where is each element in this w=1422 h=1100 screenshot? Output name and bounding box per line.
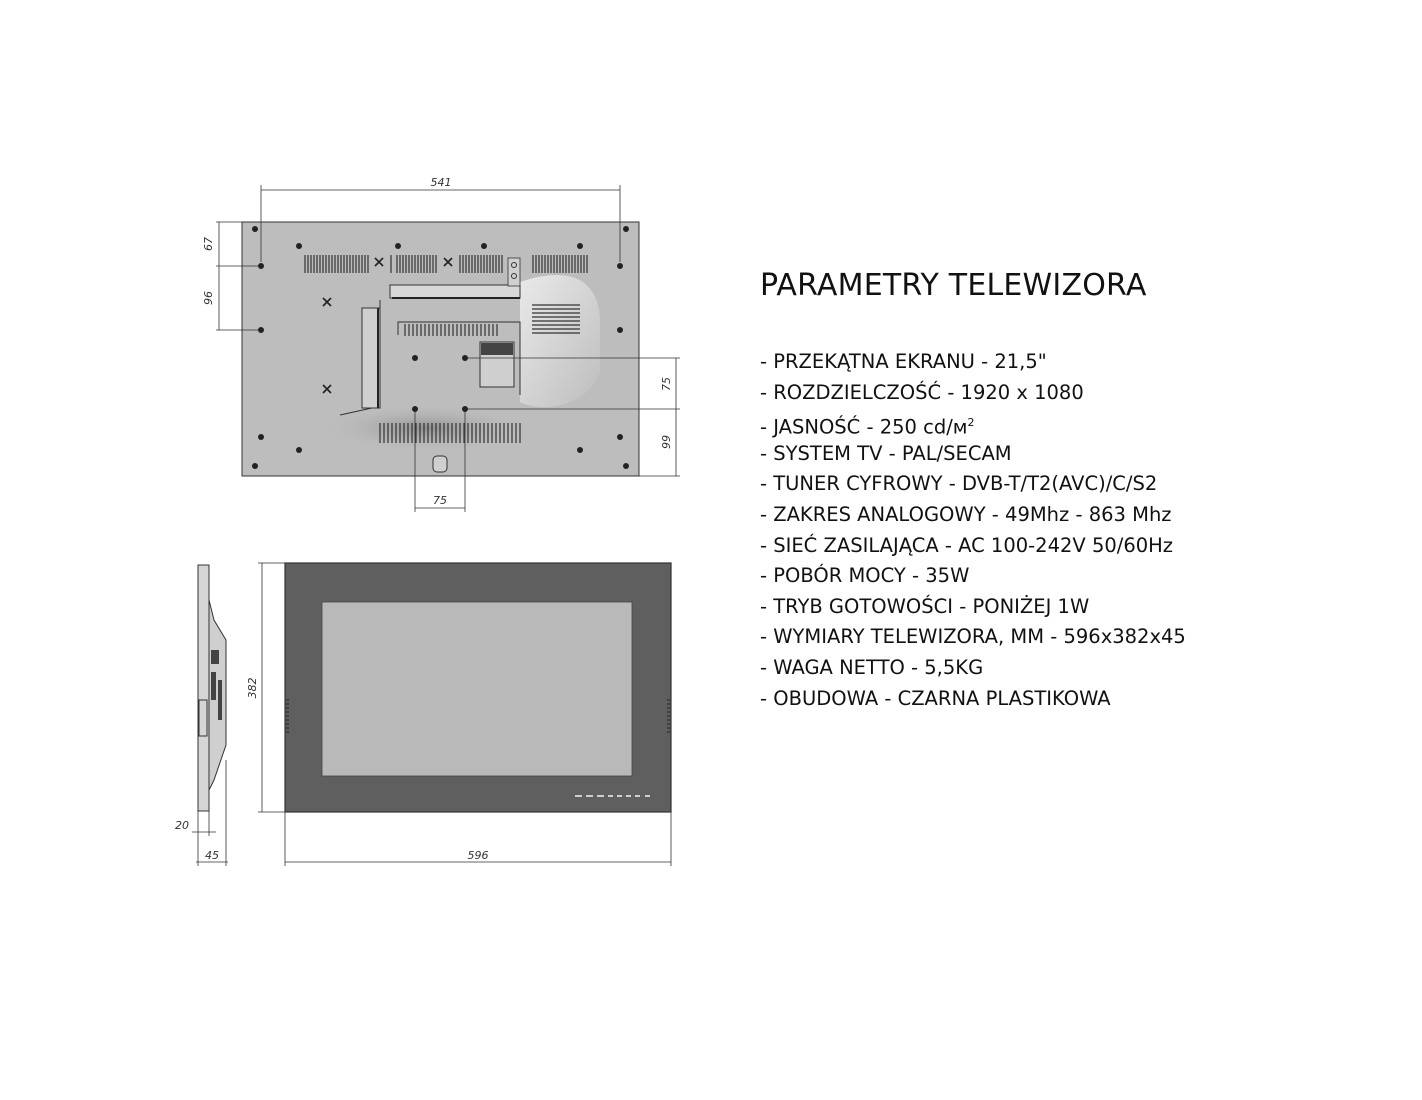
dim-front-596: 596: [467, 849, 489, 862]
back-highlight: [520, 275, 600, 407]
spec-item: - POBÓR MOCY - 35W: [760, 564, 970, 588]
dim-side-20: 20: [175, 819, 189, 832]
spec-item: - SYSTEM TV - PAL/SECAM: [760, 441, 1012, 465]
spec-item: - ROZDZIELCZOŚĆ - 1920 x 1080: [760, 380, 1084, 404]
spec-item: - OBUDOWA - CZARNA PLASTIKOWA: [760, 686, 1111, 710]
dim-left-67: 67: [202, 237, 215, 251]
vent-block-3: [460, 255, 502, 273]
dim-front-382: 382: [246, 677, 259, 699]
spec-item-brightness: [760, 408, 1400, 439]
spec-item: - TUNER CYFROWY - DVB-T/T2(AVC)/C/S2: [760, 472, 1158, 496]
front-buttons: [575, 795, 650, 797]
spec-item: - TRYB GOTOWOŚCI - PONIŻEJ 1W: [760, 594, 1090, 618]
spec-item: - PRZEKĄTNA EKRANU - 21,5": [760, 350, 1047, 373]
spec-item: - ZAKRES ANALOGOWY - 49Mhz - 863 Mhz: [760, 502, 1172, 526]
spec-item-text: - JASNOŚĆ - 250 cd/м: [760, 415, 968, 439]
back-view: [202, 176, 680, 512]
side-view: [175, 565, 228, 866]
dim-right-99: 99: [660, 435, 673, 449]
spec-item: - WAGA NETTO - 5,5KG: [760, 655, 984, 679]
dim-right-75: 75: [660, 377, 673, 391]
specs-list: [760, 347, 1400, 714]
front-view: [246, 563, 671, 866]
spec-item: - SIEĆ ZASILAJĄCA - AC 100-242V 50/60Hz: [760, 533, 1174, 557]
dim-bottom-75: 75: [433, 494, 447, 507]
front-screen: [322, 602, 632, 776]
side-profile: [198, 565, 209, 811]
side-connector-panel: [340, 300, 380, 415]
dim-width-541: 541: [430, 176, 452, 189]
spec-item: - WYMIARY TELEWIZORA, MM - 596x382x45: [760, 625, 1186, 649]
dim-side-45: 45: [205, 849, 219, 862]
specs-panel: [760, 268, 1400, 714]
dim-left-96: 96: [202, 291, 215, 305]
specs-title: PARAMETRY TELEWIZORA: [760, 268, 1147, 303]
spec-superscript: 2: [967, 416, 975, 430]
bottom-hook: [433, 456, 447, 472]
